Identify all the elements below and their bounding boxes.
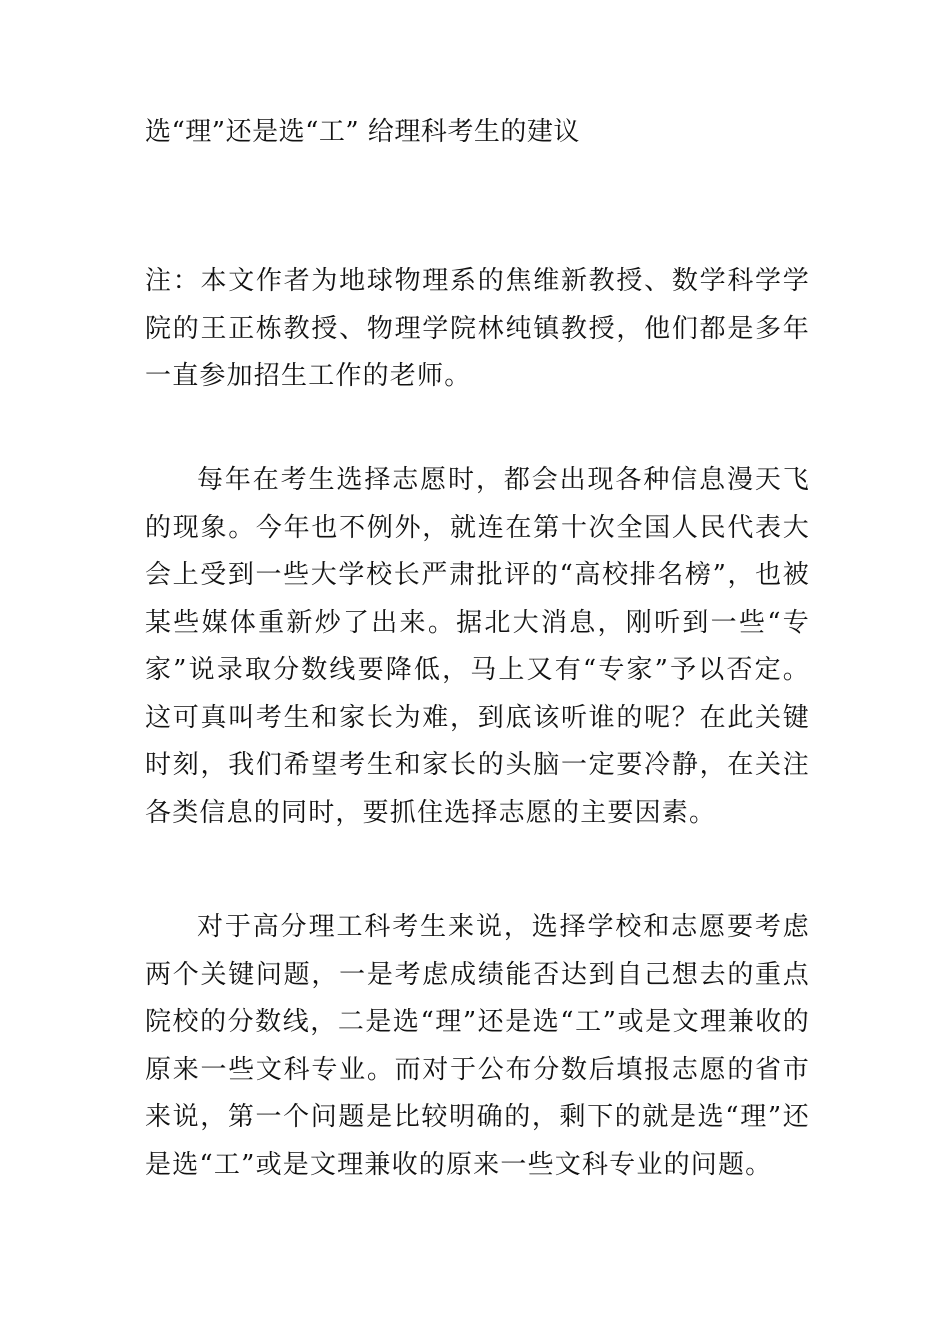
paragraph: 每年在考生选择志愿时，都会出现各种信息漫天飞的现象。今年也不例外，就连在第十次全国人民代表大会上受到一些大学校长严肃批评的“高校排名榜”，也被某些媒体重新炒了出来。据北大消息，刚听到一些“专家”说录取分数线要降低，马上又有“专家”予以否定。这可真叫考生和家长为难，到底该听谁的呢？在此关键时刻，我们希望考生和家长的头脑一定要冷静，在关注各类信息的同时，要抓住选择志愿的主要因素。 bbox=[145, 465, 810, 828]
author-note: 注：本文作者为地球物理系的焦维新教授、数学科学学院的王正栋教授、物理学院林纯镇教授，他们都是多年一直参加招生工作的老师。 bbox=[145, 266, 810, 391]
document-title: 选“理”还是选“工” 给理科考生的建议 bbox=[145, 117, 580, 147]
paragraph: 对于高分理工科考生来说，选择学校和志愿要考虑两个关键问题，一是考虑成绩能否达到自己想去的重点院校的分数线，二是选“理”还是选“工”或是文理兼收的原来一些文科专业。而对于公布分数后填报志愿的省市来说，第一个问题是比较明确的，剩下的就是选“理”还是选“工”或是文理兼收的原来一些文科专业的问题。 bbox=[145, 912, 810, 1180]
